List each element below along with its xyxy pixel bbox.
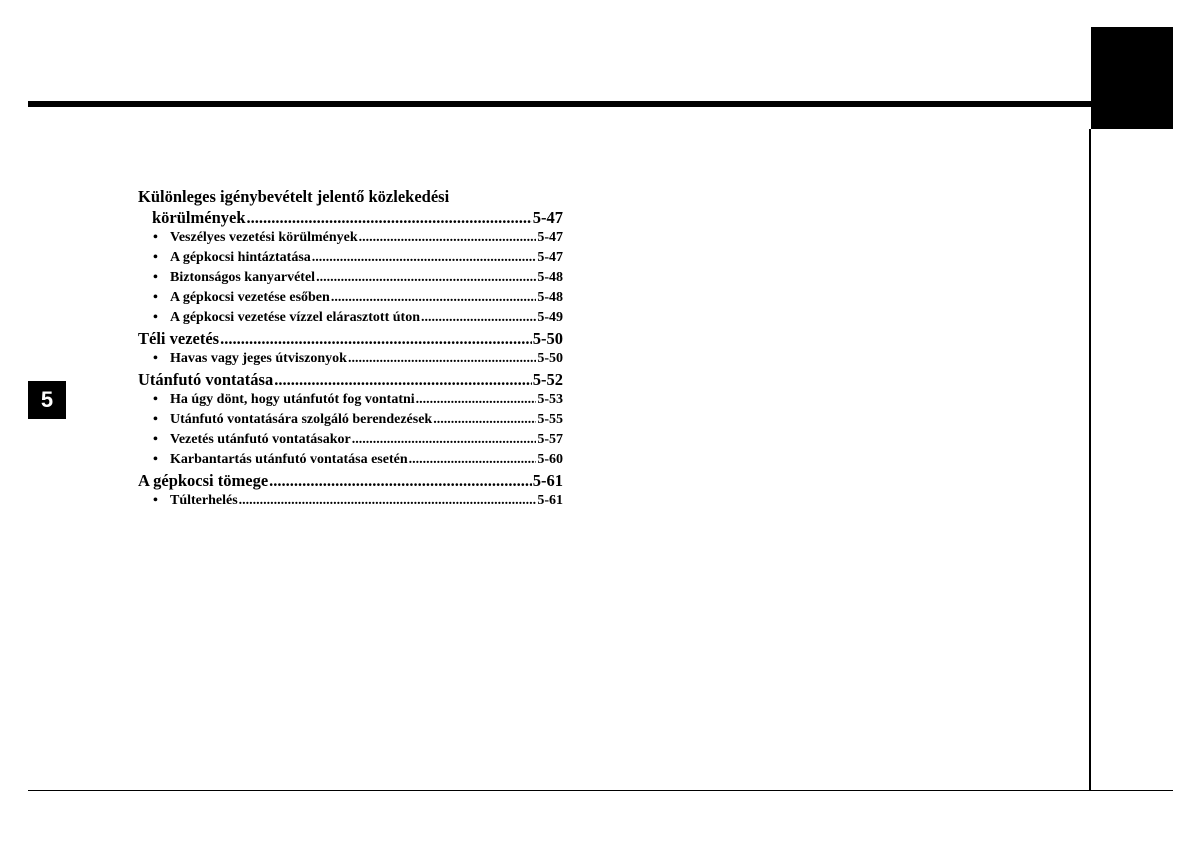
corner-block — [1091, 27, 1173, 129]
dot-leader — [416, 390, 537, 410]
page-number: 5-47 — [537, 230, 563, 245]
top-rule — [28, 101, 1092, 107]
dot-leader — [274, 369, 532, 390]
dot-leader — [312, 248, 537, 268]
dot-leader — [409, 450, 537, 470]
chapter-tab[interactable]: 5 — [28, 381, 66, 419]
bullet: • — [153, 230, 158, 245]
bullet: • — [153, 432, 158, 447]
bullet: • — [153, 392, 158, 407]
dot-leader — [269, 470, 532, 491]
page-number: 5-48 — [537, 270, 563, 285]
toc-item-label: Utánfutó vontatására szolgáló berendezések — [170, 412, 433, 427]
toc-heading[interactable] — [138, 369, 563, 390]
toc-heading[interactable] — [138, 207, 563, 228]
dot-leader — [421, 308, 536, 328]
toc-item-label: Karbantartás utánfutó vontatása esetén — [170, 452, 408, 467]
page-number: 5-61 — [532, 471, 563, 490]
page-number: 5-53 — [537, 392, 563, 407]
bottom-rule — [28, 790, 1173, 791]
dot-leader — [433, 410, 536, 430]
page-number: 5-52 — [532, 370, 563, 389]
dot-leader — [220, 328, 532, 349]
toc-item-label: A gépkocsi vezetése vízzel elárasztott úton — [170, 310, 420, 325]
toc-heading-label: Különleges igénybevételt jelentő közlekedési — [138, 187, 450, 206]
bullet: • — [153, 452, 158, 467]
page-number: 5-50 — [537, 351, 563, 366]
toc-item-label: Havas vagy jeges útviszonyok — [170, 351, 347, 366]
dot-leader — [239, 491, 537, 511]
toc-heading[interactable] — [138, 186, 563, 207]
dot-leader — [316, 268, 536, 288]
toc-item[interactable] — [138, 228, 563, 248]
toc-heading-label: A gépkocsi tömege — [138, 471, 269, 490]
page-number: 5-57 — [537, 432, 563, 447]
page-number: 5-61 — [537, 493, 563, 508]
toc-heading-label: Utánfutó vontatása — [138, 370, 274, 389]
page-number: 5-50 — [532, 329, 563, 348]
page-number: 5-60 — [537, 452, 563, 467]
toc-item-label: Ha úgy dönt, hogy utánfutót fog vontatni — [170, 392, 415, 407]
table-of-contents — [138, 186, 563, 511]
toc-item-label: Túlterhelés — [170, 493, 238, 508]
toc-item[interactable] — [138, 491, 563, 511]
toc-item[interactable] — [138, 349, 563, 369]
bullet: • — [153, 310, 158, 325]
page-number: 5-48 — [537, 290, 563, 305]
toc-item[interactable] — [138, 410, 563, 430]
toc-item[interactable] — [138, 450, 563, 470]
toc-item[interactable] — [138, 288, 563, 308]
toc-item-label: A gépkocsi hintáztatása — [170, 250, 311, 265]
bullet: • — [153, 290, 158, 305]
bullet: • — [153, 270, 158, 285]
page-number: 5-49 — [537, 310, 563, 325]
page-number: 5-47 — [532, 208, 563, 227]
toc-item[interactable] — [138, 248, 563, 268]
toc-item[interactable] — [138, 268, 563, 288]
toc-item[interactable] — [138, 430, 563, 450]
page-number: 5-55 — [537, 412, 563, 427]
toc-item-label: Vezetés utánfutó vontatásakor — [170, 432, 351, 447]
dot-leader — [331, 288, 537, 308]
dot-leader — [359, 228, 537, 248]
toc-item[interactable] — [138, 390, 563, 410]
toc-item-label: Biztonságos kanyarvétel — [170, 270, 316, 285]
dot-leader — [348, 349, 536, 369]
toc-item-label: A gépkocsi vezetése esőben — [170, 290, 330, 305]
page-number: 5-47 — [537, 250, 563, 265]
dot-leader — [352, 430, 537, 450]
bullet: • — [153, 351, 158, 366]
toc-heading-label: körülmények — [152, 208, 246, 227]
toc-item[interactable] — [138, 308, 563, 328]
side-rule — [1089, 129, 1091, 791]
toc-heading[interactable] — [138, 470, 563, 491]
bullet: • — [153, 493, 158, 508]
dot-leader — [247, 207, 532, 228]
toc-heading-label: Téli vezetés — [138, 329, 220, 348]
toc-heading[interactable] — [138, 328, 563, 349]
bullet: • — [153, 412, 158, 427]
bullet: • — [153, 250, 158, 265]
toc-item-label: Veszélyes vezetési körülmények — [170, 230, 358, 245]
